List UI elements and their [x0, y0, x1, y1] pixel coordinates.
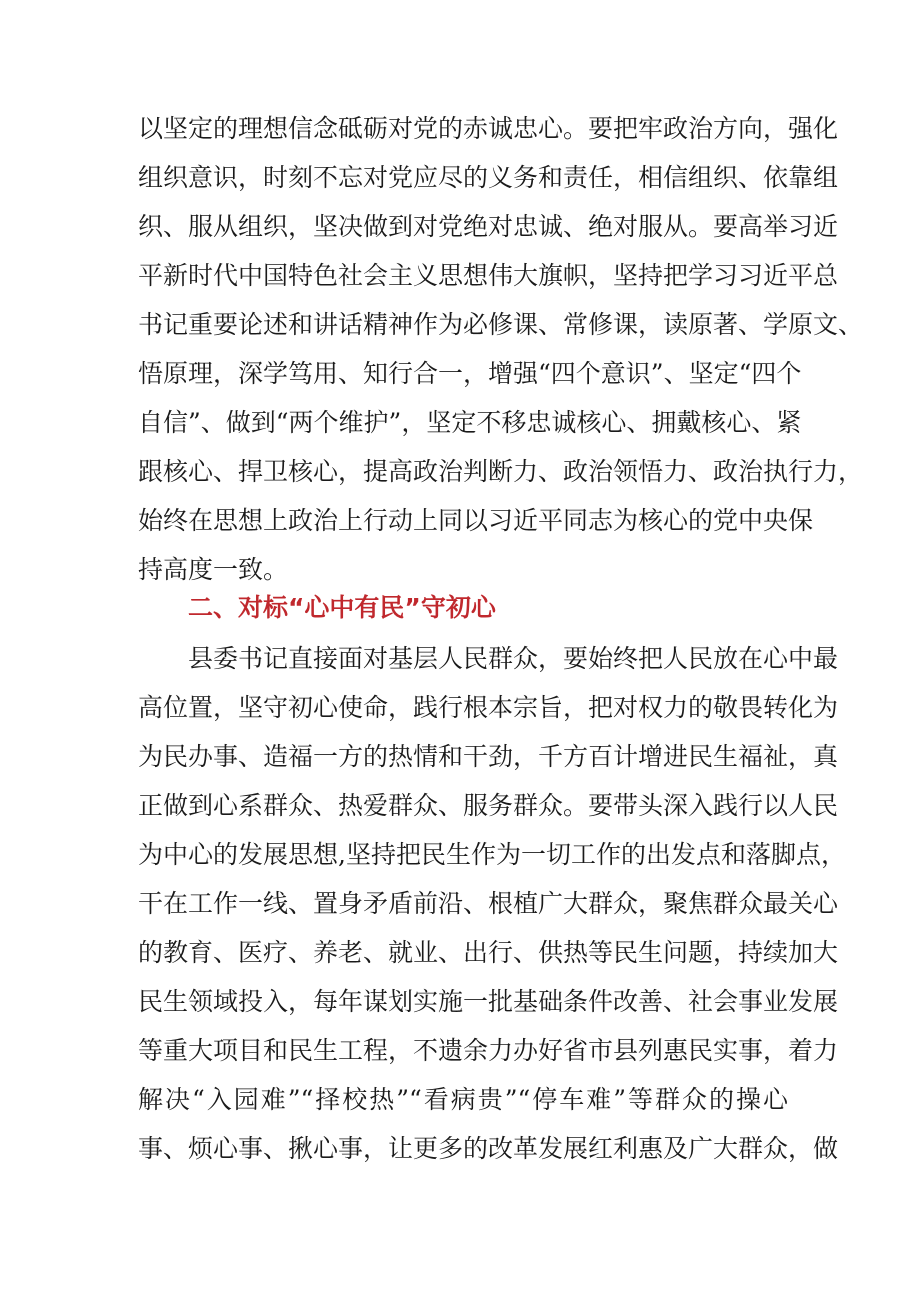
text-line: 组织意识，时刻不忘对党应尽的义务和责任，相信组织、依靠组 — [138, 163, 839, 192]
text-line: 持高度一致。 — [138, 555, 289, 584]
text-line: 为中心的发展思想,坚持把民生作为一切工作的出发点和落脚点， — [138, 840, 846, 869]
text-line: 书记重要论述和讲话精神作为必修课、常修课，读原著、学原文、 — [138, 310, 864, 339]
paragraph-people-centered — [138, 634, 846, 1173]
text-line: 始终在思想上政治上行动上同以习近平同志为核心的党中央保 — [138, 506, 814, 535]
text-line: 正做到心系群众、热爱群众、服务群众。要带头深入践行以人民 — [138, 791, 839, 820]
text-line: 县委书记直接面对基层人民群众，要始终把人民放在心中最 — [188, 644, 839, 673]
text-line: 跟核心、捍卫核心，提高政治判断力、政治领悟力、政治执行力， — [138, 457, 864, 486]
text-line: 为民办事、造福一方的热情和干劲，千方百计增进民生福祉，真 — [138, 742, 839, 771]
text-line: 等重大项目和民生工程，不遗余力办好省市县列惠民实事，着力 — [138, 1036, 839, 1065]
text-line: 平新时代中国特色社会主义思想伟大旗帜，坚持把学习习近平总 — [138, 261, 839, 290]
text-line: 自信”、做到“两个维护”，坚定不移忠诚核心、拥戴核心、紧 — [138, 408, 802, 437]
text-line: 干在工作一线、置身矛盾前沿、根植广大群众，聚焦群众最关心 — [138, 889, 839, 918]
text-line: 悟原理，深学笃用、知行合一，增强“四个意识”、坚定“四个 — [138, 359, 802, 388]
text-line: 民生领域投入，每年谋划实施一批基础条件改善、社会事业发展 — [138, 987, 839, 1016]
text-line: 解决“入园难”“择校热”“看病贵”“停车难”等群众的操心 — [138, 1085, 788, 1114]
paragraph-political-loyalty — [138, 104, 864, 594]
text-line: 织、服从组织，坚决做到对党绝对忠诚、绝对服从。要高举习近 — [138, 212, 839, 241]
text-line: 事、烦心事、揪心事，让更多的改革发展红利惠及广大群众，做 — [138, 1134, 839, 1163]
text-line: 高位置，坚守初心使命，践行根本宗旨，把对权力的敬畏转化为 — [138, 693, 839, 722]
section-heading: 二、对标“心中有民”守初心 — [188, 593, 496, 622]
text-line: 以坚定的理想信念砥砺对党的赤诚忠心。要把牢政治方向，强化 — [138, 114, 839, 143]
text-line: 的教育、医疗、养老、就业、出行、供热等民生问题，持续加大 — [138, 938, 839, 967]
